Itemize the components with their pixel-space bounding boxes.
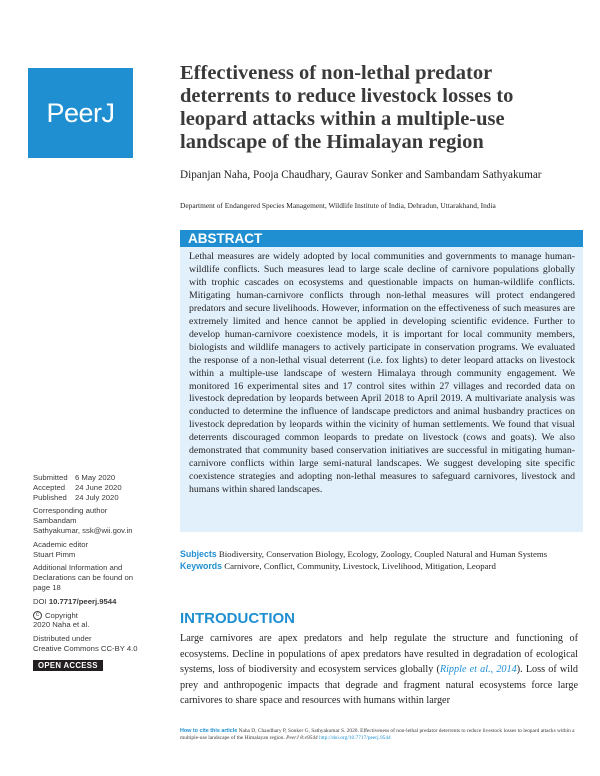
- submitted-label: Submitted: [33, 473, 68, 482]
- subjects-row: [180, 549, 580, 561]
- additional-line-1: Additional Information and: [33, 563, 123, 573]
- subjects-text: Biodiversity, Conservation Biology, Ecology, Zoology, Coupled Natural and Human Systems: [218, 549, 548, 559]
- copyright-text: 2020 Naha et al.: [33, 620, 90, 630]
- introduction-text: [180, 631, 578, 709]
- article-sidebar: [33, 473, 173, 671]
- editor-name: Stuart Pimm: [33, 549, 76, 559]
- doi-row: [33, 597, 173, 607]
- citation-footer: [180, 728, 580, 742]
- published-label: Published: [33, 492, 67, 502]
- submitted-date: 6 May 2020: [75, 473, 116, 482]
- abstract-text: Lethal measures are widely adopted by local communities and governments to manage human-wildlife conflicts. Such measures lead to large scale decline of carnivore populations globally with trophic cascades on ecosystems and questionable impacts on human-wildlife conflicts. Mitigating human-carnivore conflicts through non-lethal measures will protect endangered predators and secure livelihoods. However, information on the effectiveness of such measures are extremely limited and hence cannot be applied in developing scientific evidence. Further to develop human-carnivore coexistence models, it is important for local community members, biologists and wildlife managers to actively participate in conservation programs. We evaluated the response of a non-lethal visual deterrent (i.e. fox lights) to deter leopard attacks on livestock within a multiple-use landscape of western Himalaya through community engagement. We monitored 16 experimental sites and 17 control sites within 27 villages and recorded data on livestock depredation by leopards between April 2018 to April 2019. A multivariate analysis was conducted to determine the influence of landscape predictors and animal husbandry practices on livestock depredation by leopards within the vicinity of human settlements. We found that visual deterrents discouraged common leopards to predate on livestock (cows and goats). We also demonstrated that community based conservation initiatives are successful in mitigating human-carnivore conflicts within large semi-natural landscapes. We suggest developing site specific coexistence strategies and adopting non-lethal measures to safeguard carnivores, livestock and humans within shared landscapes.: [189, 251, 575, 496]
- license-line-1: Distributed under: [33, 634, 92, 644]
- subjects-keywords: [180, 549, 580, 572]
- accepted-row: [33, 483, 173, 493]
- corresponding-label: Corresponding author: [33, 506, 108, 516]
- article-title: Effectiveness of non-lethal predator deterrents to reduce livestock losses to leopard attacks within a multiple-use landscape of the Himalayan region: [180, 62, 514, 153]
- keywords-label: Keywords: [180, 560, 223, 571]
- corresponding-name: Sambandam: [33, 516, 77, 526]
- editor-label: Academic editor: [33, 539, 89, 549]
- subjects-label: Subjects: [180, 549, 217, 559]
- doi-link[interactable]: 10.7717/peerj.9544: [48, 596, 117, 606]
- author-list: Dipanjan Naha, Pooja Chaudhary, Gaurav Sonker and Sambandam Sathyakumar: [180, 169, 542, 181]
- editor-block: [33, 540, 173, 560]
- affiliation: Department of Endangered Species Management, Wildlife Institute of India, Dehradun, Uttarakhand, India: [180, 201, 496, 210]
- corresponding-block: [33, 506, 173, 535]
- published-row: [33, 493, 173, 503]
- copyright-row: [33, 611, 173, 621]
- license-link[interactable]: Creative Commons CC-BY 4.0: [33, 643, 138, 653]
- dates-block: [33, 473, 173, 502]
- logo-text: PeerJ: [46, 97, 115, 128]
- additional-info-block: [33, 563, 173, 592]
- copyright-block: [33, 611, 173, 631]
- how-to-cite-label: How to cite this article: [180, 728, 238, 734]
- copyright-icon: c: [33, 611, 42, 620]
- citation-link[interactable]: Ripple et al., 2014: [439, 664, 517, 676]
- footer-doi-link[interactable]: http://doi.org/10.7717/peerj.9544: [319, 735, 391, 741]
- additional-line-2: Declarations can be found on: [33, 573, 134, 583]
- journal-reference: PeerJ 8:e9544: [286, 735, 318, 741]
- accepted-date: 24 June 2020: [75, 482, 122, 492]
- copyright-label: Copyright: [45, 610, 78, 620]
- published-date: 24 July 2020: [75, 492, 119, 502]
- peerj-logo: [28, 68, 133, 158]
- open-access-badge: OPEN ACCESS: [33, 660, 103, 671]
- keywords-text: Carnivore, Conflict, Community, Livestock, Livelihood, Mitigation, Leopard: [224, 560, 496, 571]
- corresponding-email[interactable]: Sathyakumar, ssk@wii.gov.in: [33, 525, 133, 535]
- intro-text-end: ). Loss of wild prey and anthropogenic impacts that degrade and fragment natural ecosystems force large carnivores to share space and resources with humans within larger: [180, 664, 578, 707]
- doi-label: DOI: [33, 596, 47, 606]
- submitted-row: [33, 473, 173, 483]
- license-block: [33, 634, 173, 654]
- introduction-heading: INTRODUCTION: [180, 610, 295, 627]
- additional-line-3: page 18: [33, 582, 61, 592]
- accepted-label: Accepted: [33, 482, 66, 492]
- abstract-heading: ABSTRACT: [180, 230, 583, 247]
- intro-text-start: Large carnivores are apex predators and help regulate the structure and functioning of ecosystems. Decline in populations of apex predators have resulted in degradation of ecological systems, loss of biodiversity and ecosystem services globally (: [180, 633, 578, 676]
- keywords-row: [180, 561, 580, 573]
- citation-text: Naha D, Chaudhary P, Sonker G, Sathyakumar S. 2020. Effectiveness of non-lethal predator deterrents to reduce livestock losses to leopard attacks within a multiple-use landscape of the Himalayan region.: [180, 728, 575, 741]
